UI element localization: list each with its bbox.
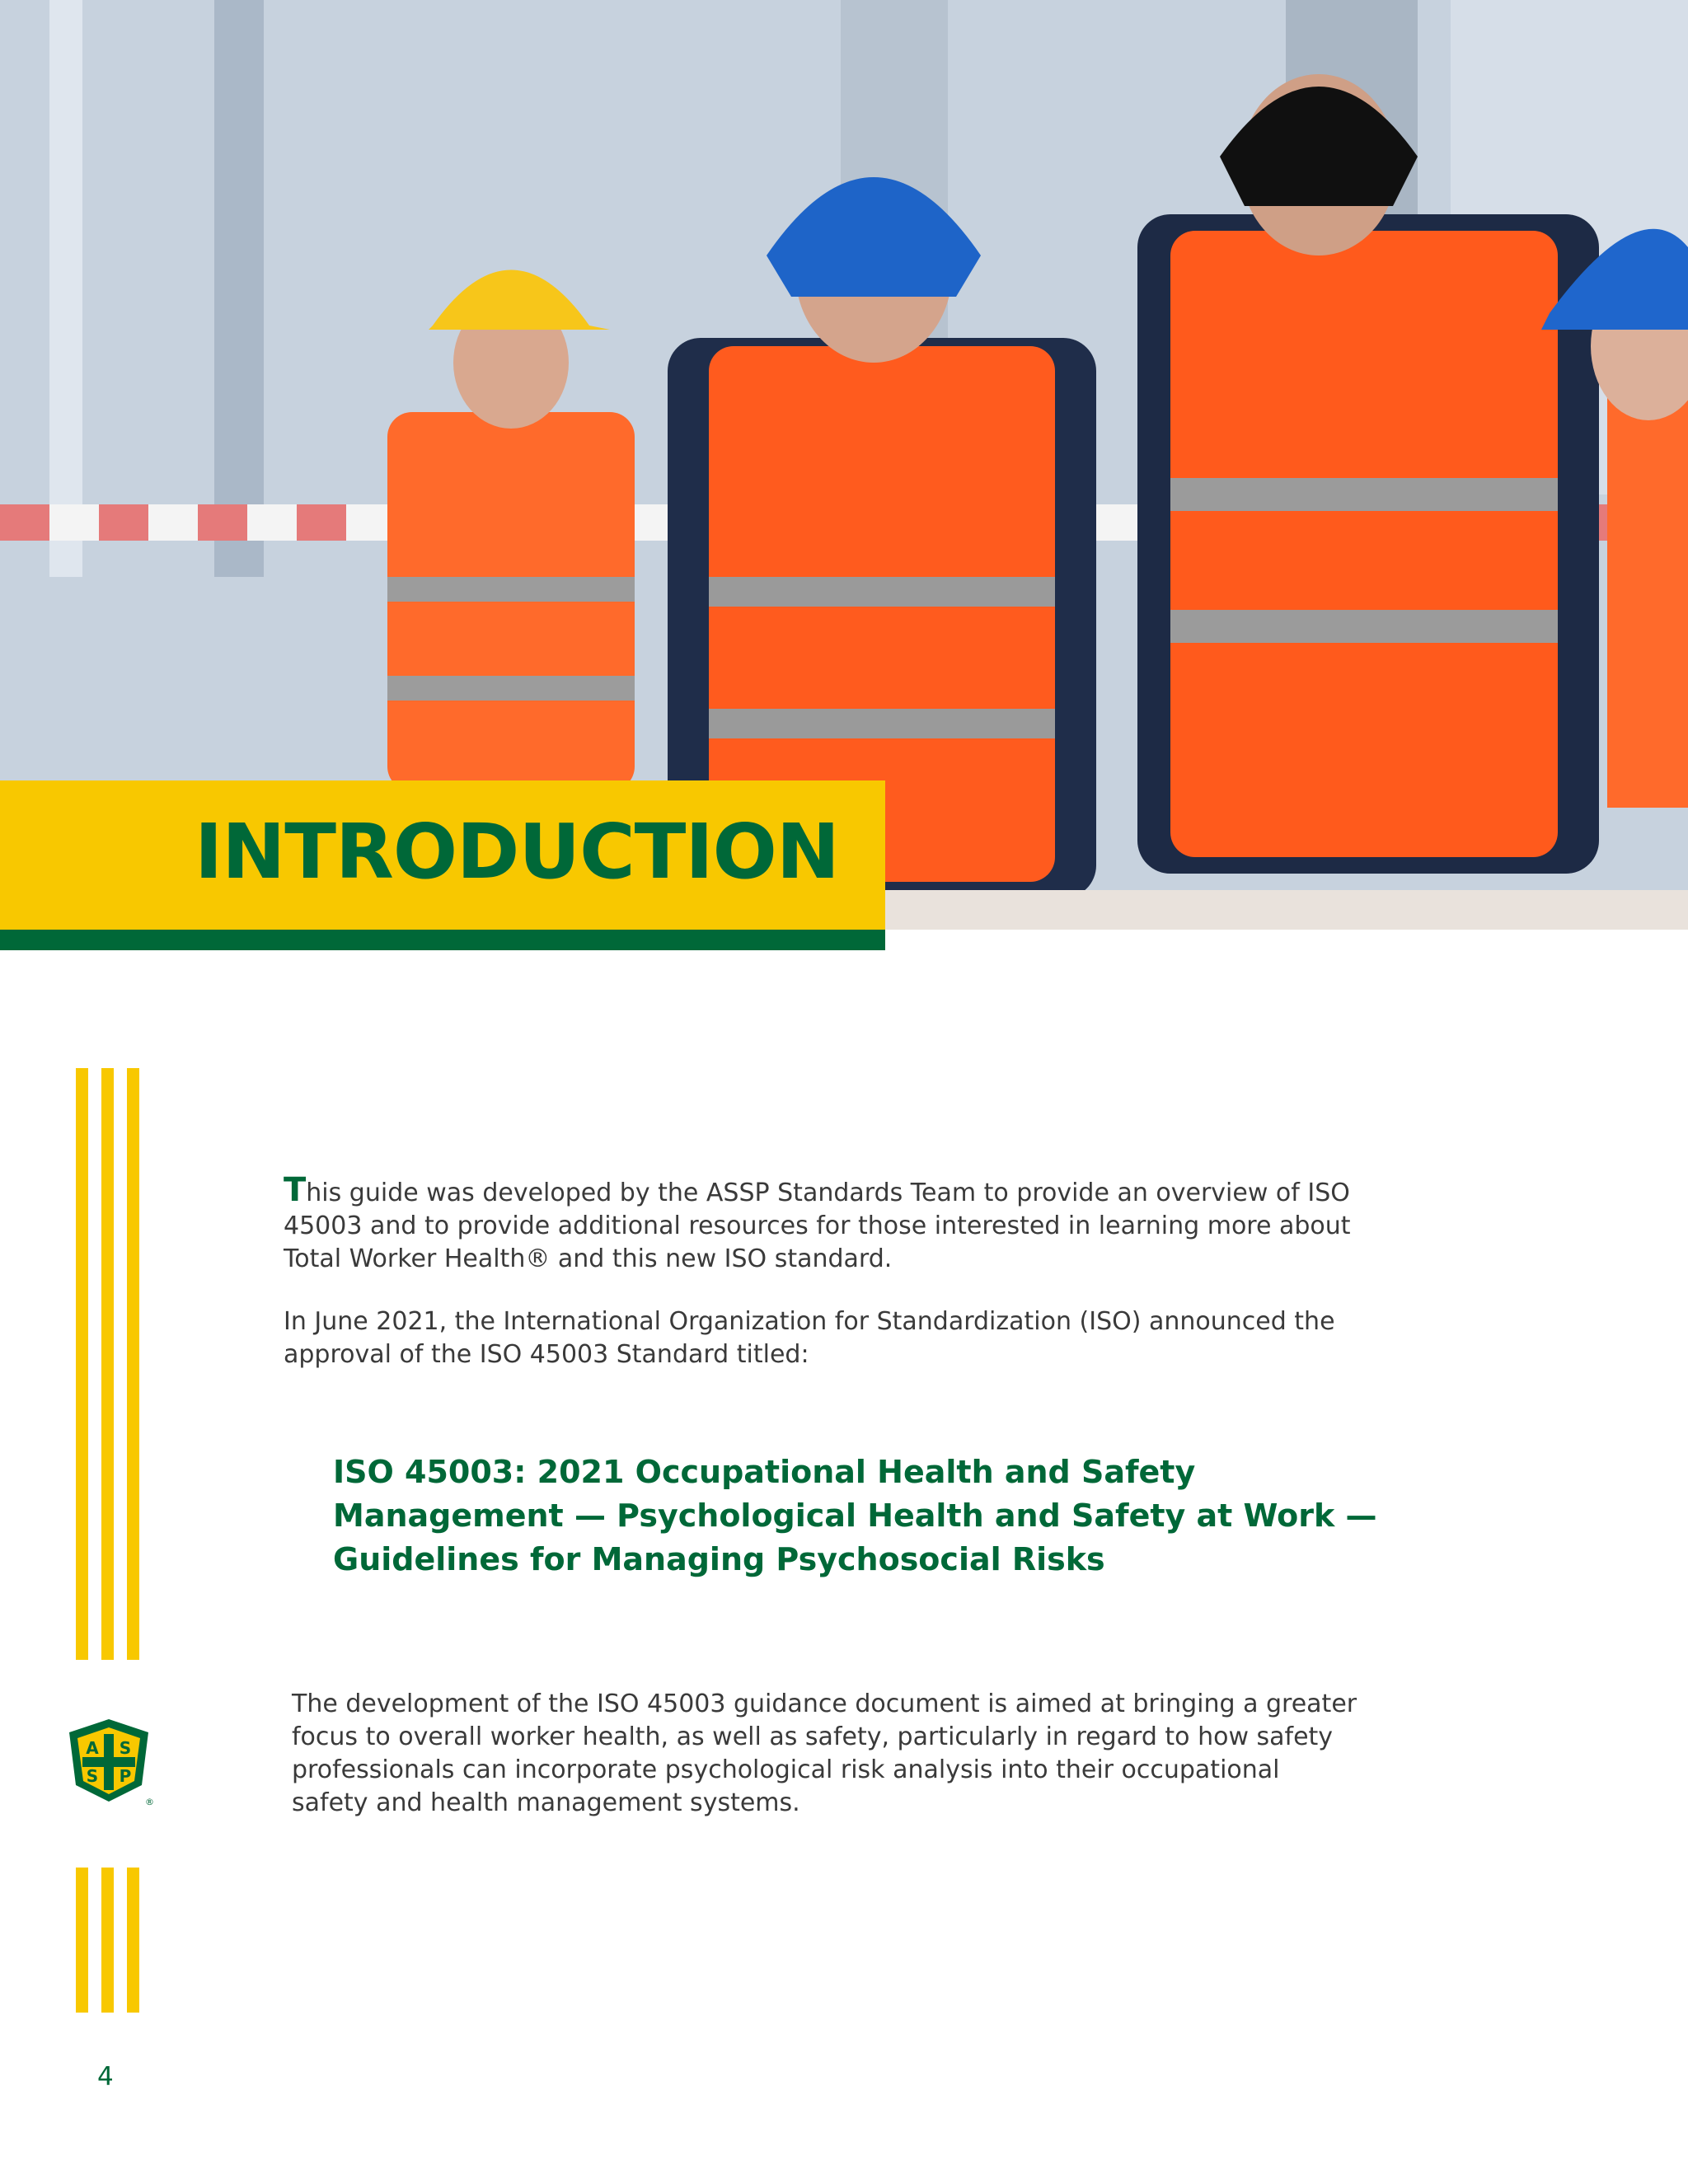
page-title: INTRODUCTION bbox=[195, 808, 839, 896]
intro-paragraph-1-text: his guide was developed by the ASSP Standards Team to provide an overview of ISO 45003 and to provide additional resources for those interested in learning more about Total Worker Health® and this new ISO standard. bbox=[284, 1179, 1351, 1273]
drop-cap: T bbox=[284, 1171, 307, 1209]
intro-paragraph-3: The development of the ISO 45003 guidance document is aimed at bringing a greater focus to overall worker health, as well as safety, particularly in regard to how safety professionals can incorporate psychological risk analysis into their occupational safety and health management systems. bbox=[292, 1690, 1357, 1817]
intro-paragraph-2: In June 2021, the International Organization for Standardization (ISO) announced the approval of the ISO 45003 Standard titled: bbox=[284, 1307, 1335, 1369]
logo-letter-a: A bbox=[86, 1738, 99, 1758]
page-number: 4 bbox=[97, 2062, 114, 2092]
logo-letter-s1: S bbox=[119, 1738, 132, 1758]
logo-letter-p: P bbox=[119, 1766, 132, 1786]
logo-registered-mark: ® bbox=[145, 1797, 154, 1807]
decorative-stripes-top bbox=[76, 1068, 140, 1660]
intro-paragraph-1 bbox=[284, 1171, 1388, 1276]
decorative-stripes-bottom bbox=[76, 1868, 140, 2013]
assp-logo-icon bbox=[63, 1716, 155, 1808]
standard-title: ISO 45003: 2021 Occupational Health and Safety Management — Psychological Health and Safety at Work — Guidelines for Managing Psychosocial Risks bbox=[333, 1454, 1377, 1577]
title-banner-underline bbox=[0, 930, 885, 950]
logo-letter-s2: S bbox=[86, 1766, 99, 1786]
